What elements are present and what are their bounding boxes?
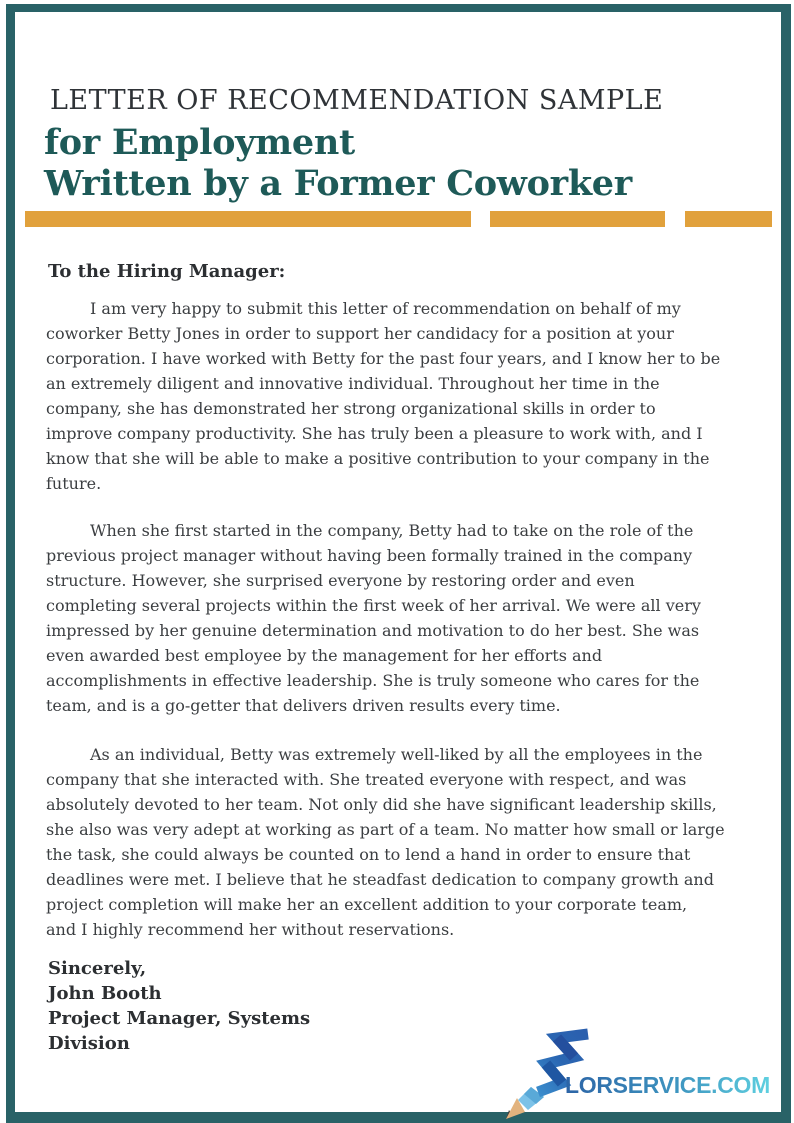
text-line: completing several projects within the first week of her arrival. We were all very [46, 596, 701, 615]
text-line: coworker Betty Jones in order to support her candidacy for a position at your [46, 324, 674, 343]
paragraph-3 [46, 742, 756, 942]
text-line: improve company productivity. She has truly been a pleasure to work with, and I [46, 424, 703, 443]
text-line: the task, she could always be counted on to lend a hand in order to ensure that [46, 845, 691, 864]
text-line: previous project manager without having been formally trained in the company [46, 546, 693, 565]
text-line: an extremely diligent and innovative individual. Throughout her time in the [46, 374, 660, 393]
text-line: and I highly recommend her without reservations. [46, 920, 455, 939]
title-line-2: Written by a Former Coworker [44, 163, 632, 204]
text-line: project completion will make her an excellent addition to your corporate team, [46, 895, 688, 914]
text-line: she also was very adept at working as part of a team. No matter how small or large [46, 820, 725, 839]
text-line: company, she has demonstrated her strong organizational skills in order to [46, 399, 656, 418]
paragraph-2 [46, 518, 756, 718]
paragraph-1 [46, 296, 756, 496]
accent-bar-long [25, 211, 471, 227]
text-line: corporation. I have worked with Betty for the past four years, and I know her to be [46, 349, 721, 368]
text-line: absolutely devoted to her team. Not only did she have significant leadership skills, [46, 795, 717, 814]
text-line: deadlines were met. I believe that he steadfast dedication to company growth and [46, 870, 714, 889]
salutation: To the Hiring Manager: [48, 261, 286, 282]
text-line: Division [48, 1033, 130, 1054]
text-line: company that she interacted with. She treated everyone with respect, and was [46, 770, 687, 789]
brand-logo [498, 1026, 780, 1120]
text-line: impressed by her genuine determination and motivation to do her best. She was [46, 621, 700, 640]
text-line: When she first started in the company, Betty had to take on the role of the [90, 521, 694, 540]
signature-block [48, 956, 310, 1056]
text-line: even awarded best employee by the management for her efforts and [46, 646, 603, 665]
page-title [44, 122, 632, 204]
text-line: Sincerely, [48, 958, 147, 979]
title-line-1: for Employment [44, 122, 355, 163]
brand-name: LORSERVICE.COM [565, 1072, 770, 1098]
accent-bar-medium [490, 211, 665, 227]
accent-bar-short [685, 211, 772, 227]
text-line: As an individual, Betty was extremely well-liked by all the employees in the [90, 745, 703, 764]
text-line: future. [46, 474, 102, 493]
text-line: accomplishments in effective leadership. She is truly someone who cares for the [46, 671, 700, 690]
text-line: structure. However, she surprised everyone by restoring order and even [46, 571, 635, 590]
text-line: Project Manager, Systems [48, 1008, 311, 1029]
text-line: team, and is a go-getter that delivers driven results every time. [46, 696, 561, 715]
text-line: know that she will be able to make a positive contribution to your company in the [46, 449, 710, 468]
text-line: I am very happy to submit this letter of recommendation on behalf of my [90, 299, 681, 318]
text-line: John Booth [48, 983, 162, 1004]
page-kicker: LETTER OF RECOMMENDATION SAMPLE [50, 85, 664, 116]
